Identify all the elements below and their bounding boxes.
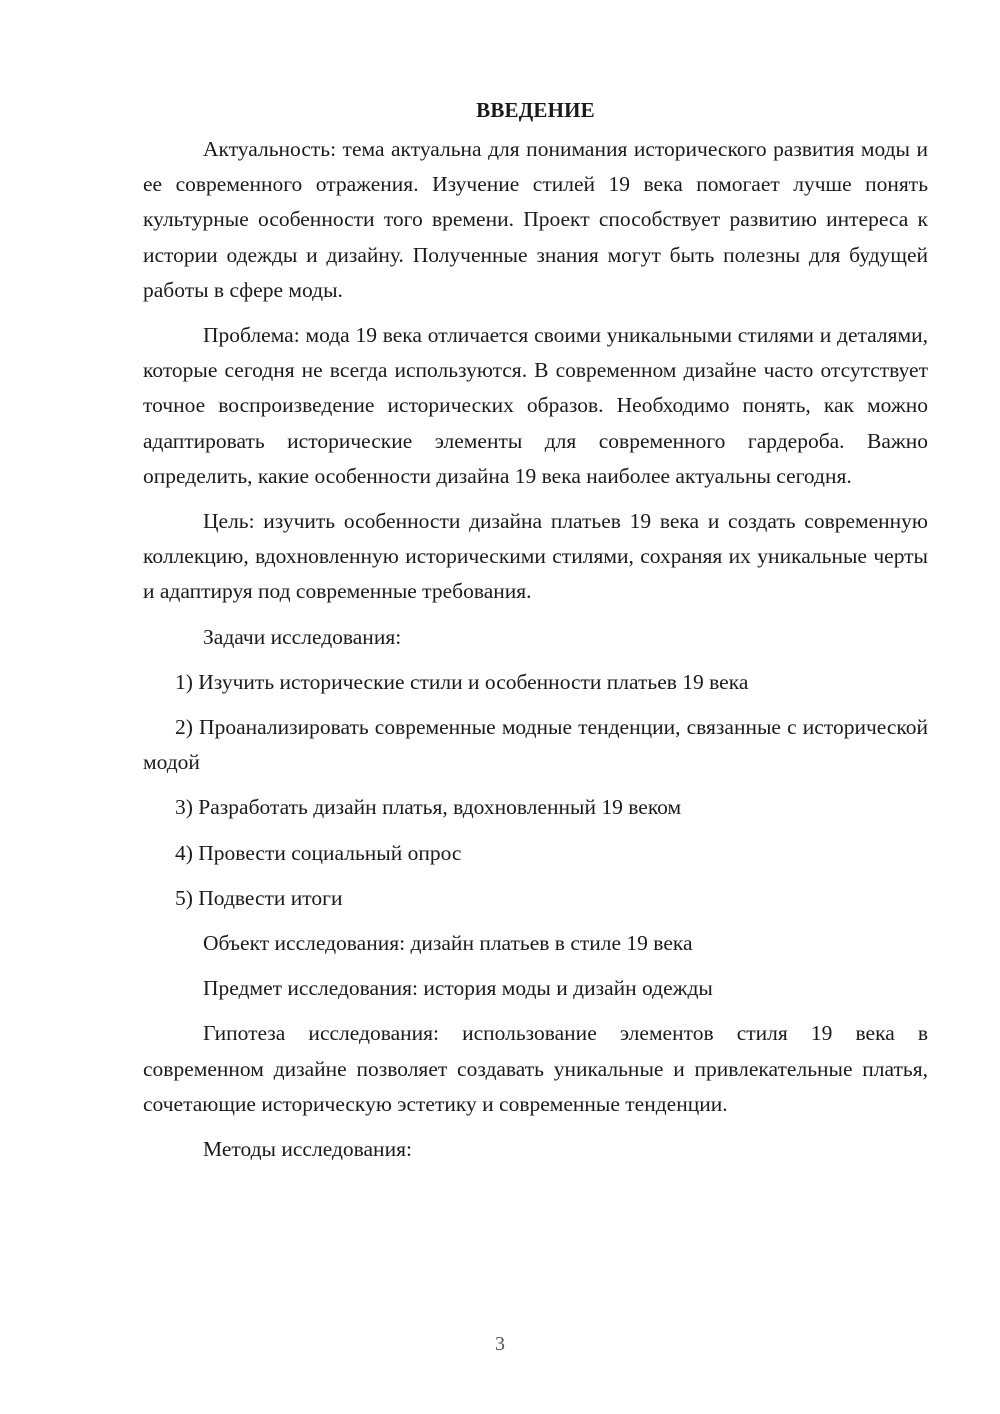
page-title: ВВЕДЕНИЕ: [476, 98, 595, 122]
paragraph-object: Объект исследования: дизайн платьев в стиле 19 века: [203, 931, 693, 956]
paragraph-relevance: Актуальность: тема актуальна для понимания исторического развития моды и ее современного отражения. Изучение стилей 19 века помогает лучше понять культурные особенности того времени. Проект способствует развитию интереса к истории одежды и дизайну. Полученные знания могут быть полезны для будущей работы в сфере моды.: [143, 137, 928, 302]
task-item-1: 1) Изучить исторические стили и особенности платьев 19 века: [175, 669, 749, 694]
task-item-2: 2) Проанализировать современные модные тенденции, связанные с исторической модой: [143, 715, 928, 775]
methods-heading: Методы исследования:: [203, 1137, 412, 1162]
document-page: [143, 92, 928, 1177]
task-item-3: 3) Разработать дизайн платья, вдохновленный 19 веком: [175, 795, 682, 820]
task-item-5: 5) Подвести итоги: [175, 885, 343, 910]
tasks-heading: Задачи исследования:: [203, 624, 402, 649]
paragraph-goal: Цель: изучить особенности дизайна платьев 19 века и создать современную коллекцию, вдохновленную историческими стилями, сохраняя их уникальные черты и адаптируя под современные требования.: [143, 509, 928, 604]
paragraph-subject: Предмет исследования: история моды и дизайн одежды: [203, 976, 713, 1001]
paragraph-hypothesis: Гипотеза исследования: использование элементов стиля 19 века в современном дизайне позволяет создавать уникальные и привлекательные платья, сочетающие историческую эстетику и современные тенденции.: [143, 1021, 928, 1116]
page-number: 3: [495, 1333, 505, 1355]
task-item-4: 4) Провести социальный опрос: [175, 840, 462, 865]
paragraph-problem: Проблема: мода 19 века отличается своими уникальными стилями и деталями, которые сегодня не всегда используются. В современном дизайне часто отсутствует точное воспроизведение исторических образов. Необходимо понять, как можно адаптировать исторические элементы для современного гардероба. Важно определить, какие особенности дизайна 19 века наиболее актуальны сегодня.: [143, 323, 928, 488]
